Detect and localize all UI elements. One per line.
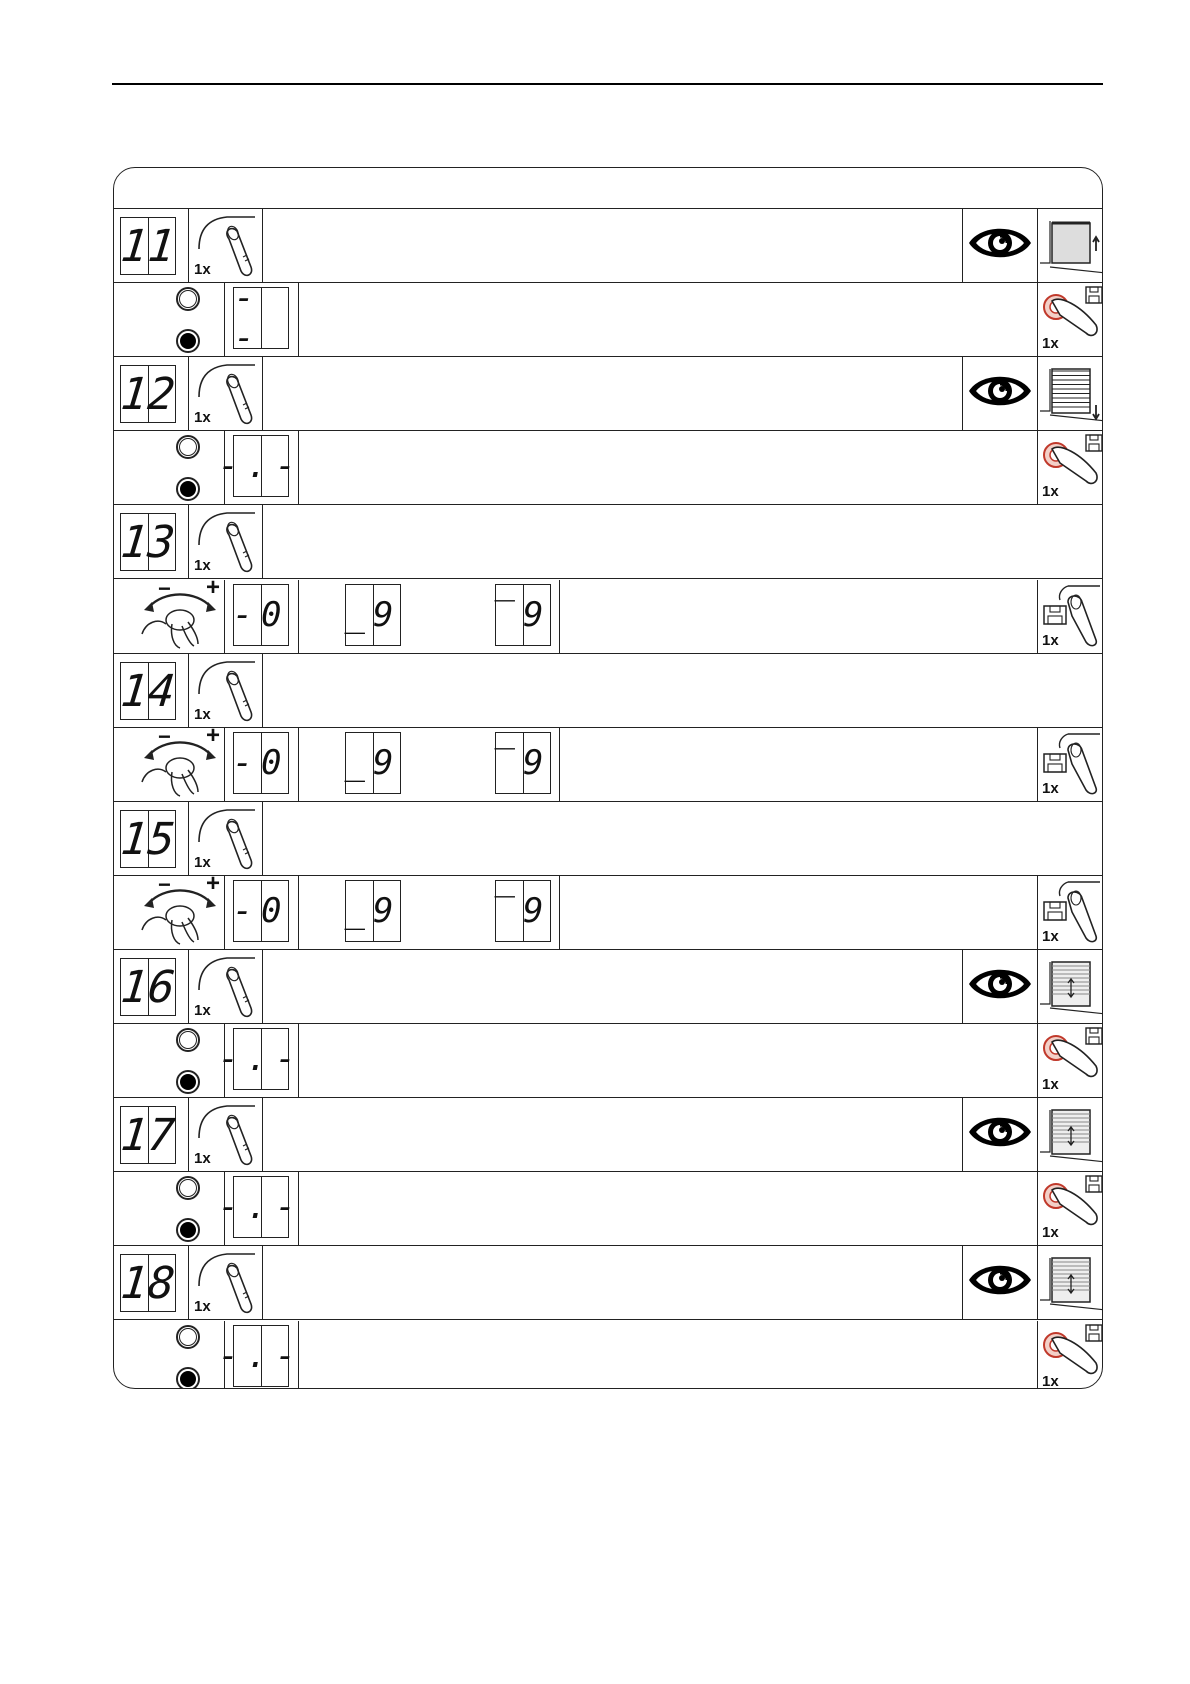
arrow-buttons-cell (114, 283, 225, 356)
parameter-display (120, 1254, 176, 1312)
lcd-value: _9 (344, 890, 402, 931)
value-display-min (233, 584, 289, 646)
table-row (114, 1321, 1102, 1390)
param-display-cell (114, 1098, 189, 1171)
down-arrow-icon (180, 1074, 196, 1090)
value-range-cell (299, 876, 560, 949)
up-arrow-button[interactable] (176, 1325, 200, 1349)
value-display-max (495, 880, 551, 942)
table-row (114, 1098, 1102, 1172)
lcd-digit-left: 1 (118, 665, 151, 717)
press-count: 1x (1042, 1076, 1059, 1094)
param-display-cell (114, 654, 189, 727)
value-display-cell (218, 1321, 304, 1390)
save-cell[interactable] (1037, 431, 1103, 504)
dial-cell[interactable] (114, 721, 225, 801)
door-cell (1037, 1098, 1103, 1171)
save-cell[interactable] (1037, 876, 1103, 949)
press-button-cell[interactable] (189, 802, 263, 875)
value-display (233, 278, 289, 359)
lcd-value: ‾9 (494, 742, 552, 783)
value-display-mid (345, 880, 401, 942)
table-row (114, 1246, 1102, 1320)
value-display-max (495, 732, 551, 794)
value-display-cell (218, 1172, 304, 1245)
table-row (114, 869, 1102, 950)
save-cell[interactable] (1037, 1321, 1103, 1390)
param-display-cell (114, 1246, 189, 1319)
lcd-value: _9 (344, 742, 402, 783)
door-mid-icon (1038, 952, 1103, 1027)
lcd-digit-right: 2 (145, 368, 178, 420)
door-cell (1037, 357, 1103, 430)
lcd-value: -0 (232, 594, 290, 635)
parameter-display (120, 810, 176, 868)
value-range-cell (299, 728, 560, 801)
table-row (114, 1172, 1102, 1246)
lcd-value: -0 (232, 742, 290, 783)
table-row (114, 1024, 1102, 1098)
lcd-digit-right: 5 (145, 813, 178, 865)
table-row (114, 505, 1102, 579)
value-display (218, 435, 304, 497)
arrow-buttons-cell (114, 431, 225, 504)
up-arrow-button[interactable] (176, 287, 200, 311)
value-display-cell (225, 580, 299, 653)
press-count: 1x (1042, 483, 1059, 501)
press-count: 1x (194, 853, 211, 871)
press-count: 1x (1042, 1224, 1059, 1242)
press-count: 1x (194, 557, 211, 575)
minus-sign: − (158, 575, 171, 601)
lcd-digit-left: 1 (118, 1257, 151, 1309)
up-arrow-icon (179, 1179, 197, 1197)
press-count: 1x (1042, 335, 1059, 353)
press-count: 1x (194, 409, 211, 427)
save-cell[interactable] (1037, 283, 1103, 356)
lcd-digit-right: 6 (145, 961, 178, 1013)
observe-cell (962, 1098, 1037, 1171)
down-arrow-icon (180, 481, 196, 497)
eye-icon (966, 368, 1034, 419)
door-mid-icon (1038, 1248, 1103, 1323)
param-display-cell (114, 950, 189, 1023)
value-range-cell (299, 580, 560, 653)
up-arrow-button[interactable] (176, 1176, 200, 1200)
plus-sign: + (206, 721, 221, 749)
up-arrow-icon (179, 438, 197, 456)
press-button-cell[interactable] (189, 1246, 263, 1319)
value-display-mid (345, 584, 401, 646)
table-row (114, 209, 1102, 283)
door-cell (1037, 950, 1103, 1023)
parameter-display (120, 1106, 176, 1164)
minus-sign: − (158, 871, 171, 897)
lcd-digit-left: 1 (118, 516, 151, 568)
lcd-digit-right: 8 (145, 1257, 178, 1309)
lcd-value: ‾9 (494, 594, 552, 635)
parameter-display (120, 365, 176, 423)
lcd-digit-right: 7 (145, 1109, 178, 1161)
press-count: 1x (194, 705, 211, 723)
param-display-cell (114, 209, 189, 282)
lcd-digit-left: 1 (118, 1109, 151, 1161)
value-display-min (233, 880, 289, 942)
down-arrow-button[interactable] (176, 1070, 200, 1094)
observe-cell (962, 1246, 1037, 1319)
lcd-value: -.- (218, 446, 304, 487)
value-display-cell (218, 1024, 304, 1097)
observe-cell (962, 950, 1037, 1023)
top-rule (112, 83, 1103, 85)
save-cell[interactable] (1037, 580, 1103, 653)
press-count: 1x (1042, 779, 1059, 797)
press-button-cell[interactable] (189, 357, 263, 430)
press-count: 1x (1042, 1372, 1059, 1389)
parameter-display (120, 513, 176, 571)
lcd-digit-left: 1 (118, 368, 151, 420)
table-row (114, 654, 1102, 728)
up-arrow-icon (179, 1031, 197, 1049)
down-arrow-button[interactable] (176, 329, 200, 353)
arrow-buttons-cell (114, 1172, 225, 1245)
table-header (114, 168, 1102, 209)
minus-sign: − (158, 723, 171, 749)
press-button-cell[interactable] (189, 209, 263, 282)
lcd-digit-right: 4 (145, 665, 178, 717)
up-arrow-icon (179, 290, 197, 308)
value-display-min (233, 732, 289, 794)
door-down-icon (1038, 359, 1103, 434)
observe-cell (962, 357, 1037, 430)
lcd-value: -.- (218, 1335, 304, 1376)
table-row (114, 278, 1102, 359)
down-arrow-icon (180, 1222, 196, 1238)
value-display (218, 1176, 304, 1238)
press-button-cell[interactable] (189, 1098, 263, 1171)
down-arrow-button[interactable] (176, 1218, 200, 1242)
value-display-cell (225, 728, 299, 801)
table-row (114, 357, 1102, 431)
press-count: 1x (1042, 927, 1059, 945)
lcd-digit-right: 1 (145, 220, 178, 272)
eye-icon (966, 220, 1034, 271)
value-display-cell (225, 278, 299, 359)
lcd-value: ‾9 (494, 890, 552, 931)
eye-icon (966, 961, 1034, 1012)
value-display (218, 1028, 304, 1090)
press-count: 1x (194, 1002, 211, 1019)
save-cell[interactable] (1037, 728, 1103, 801)
observe-cell (962, 209, 1037, 282)
lcd-value: -0 (232, 890, 290, 931)
press-count: 1x (194, 261, 211, 278)
param-display-cell (114, 357, 189, 430)
table-row (114, 721, 1102, 802)
table-row (114, 431, 1102, 505)
parameter-table (113, 167, 1103, 1389)
value-display-mid (345, 732, 401, 794)
eye-icon (966, 1257, 1034, 1308)
down-arrow-button[interactable] (176, 1367, 200, 1390)
dial-cell[interactable] (114, 573, 225, 653)
parameter-display (120, 217, 176, 275)
door-mid-icon (1038, 1100, 1103, 1175)
door-up-icon (1038, 211, 1103, 286)
press-count: 1x (194, 1150, 211, 1168)
press-button-cell[interactable] (189, 950, 263, 1023)
arrow-buttons-cell (114, 1024, 225, 1097)
lcd-value: _9 (344, 594, 402, 635)
lcd-value: -.- (218, 1039, 304, 1080)
down-arrow-icon (180, 333, 196, 349)
table-row (114, 802, 1102, 876)
press-button-cell[interactable] (189, 654, 263, 727)
parameter-display (120, 958, 176, 1016)
lcd-digit-right: 3 (145, 516, 178, 568)
dial-cell[interactable] (114, 869, 225, 949)
save-cell[interactable] (1037, 1024, 1103, 1097)
param-display-cell (114, 505, 189, 578)
down-arrow-icon (180, 1371, 196, 1387)
press-count: 1x (1042, 631, 1059, 649)
value-display-max (495, 584, 551, 646)
up-arrow-button[interactable] (176, 435, 200, 459)
plus-sign: + (206, 573, 221, 601)
table-row (114, 573, 1102, 654)
value-display (218, 1325, 304, 1387)
table-row (114, 950, 1102, 1024)
parameter-display (120, 662, 176, 720)
door-cell (1037, 209, 1103, 282)
plus-sign: + (206, 869, 221, 897)
lcd-value: - - (234, 278, 263, 359)
press-count: 1x (194, 1298, 211, 1316)
value-display-cell (225, 876, 299, 949)
param-display-cell (114, 802, 189, 875)
value-display-cell (218, 431, 304, 504)
up-arrow-icon (179, 1328, 197, 1346)
door-cell (1037, 1246, 1103, 1319)
press-button-cell[interactable] (189, 505, 263, 578)
lcd-digit-left: 1 (118, 220, 151, 272)
lcd-digit-left: 1 (118, 961, 151, 1013)
lcd-value: -.- (218, 1187, 304, 1228)
arrow-buttons-cell (114, 1321, 225, 1390)
save-cell[interactable] (1037, 1172, 1103, 1245)
lcd-digit-left: 1 (118, 813, 151, 865)
down-arrow-button[interactable] (176, 477, 200, 501)
eye-icon (966, 1109, 1034, 1160)
up-arrow-button[interactable] (176, 1028, 200, 1052)
